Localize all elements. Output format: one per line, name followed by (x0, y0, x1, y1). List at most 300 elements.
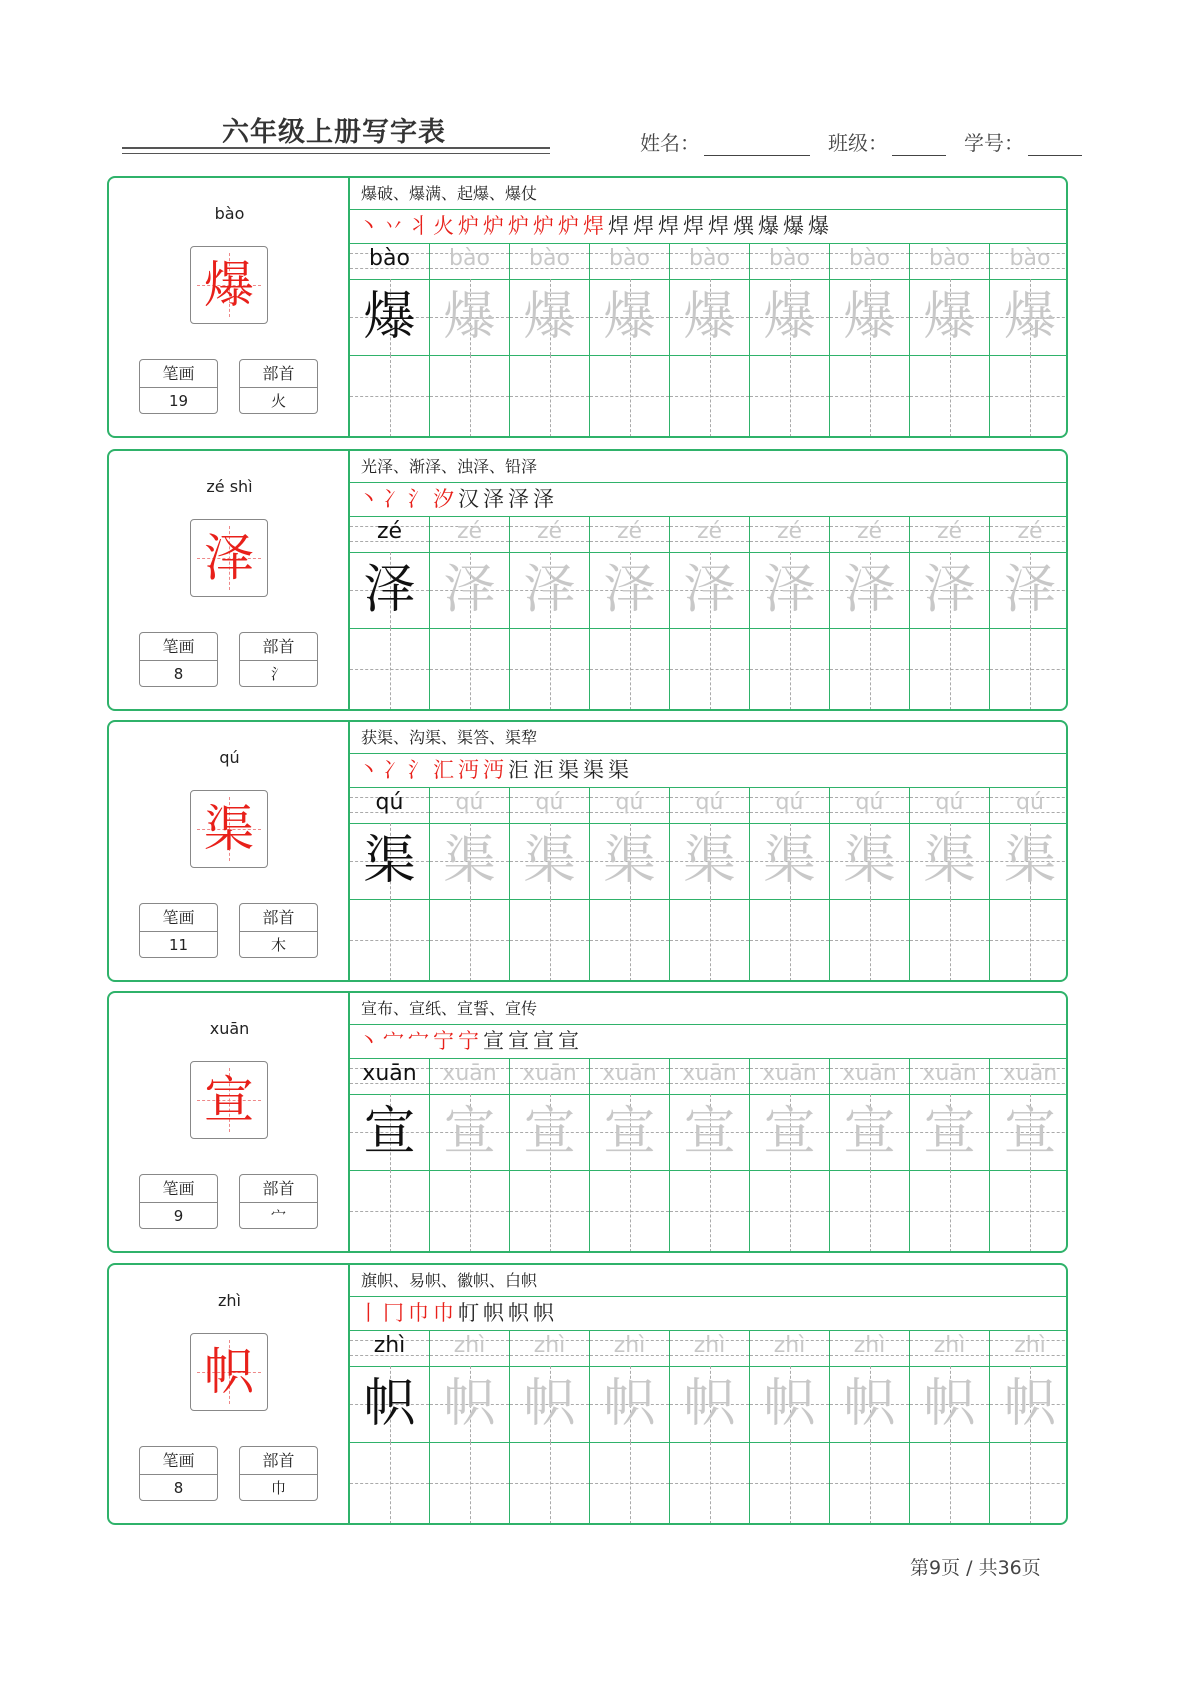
radical-box (239, 1446, 318, 1501)
pinyin-row (350, 516, 1066, 553)
pinyin-trace: bào (1009, 246, 1051, 271)
title-rule (122, 147, 550, 149)
writing-cell[interactable] (510, 899, 590, 981)
tracing-cell (750, 552, 830, 628)
radical-value: 火 (270, 392, 286, 410)
stroke-count-value: 11 (168, 936, 189, 954)
stroke-count-box (139, 359, 218, 414)
practice-panel (350, 1265, 1066, 1523)
pinyin-trace: bào (929, 246, 970, 271)
writing-cell[interactable] (830, 628, 910, 710)
writing-cell[interactable] (910, 355, 990, 437)
pinyin-model: zé (376, 519, 403, 544)
pinyin-cell (830, 516, 910, 552)
tracing-cell (910, 552, 990, 628)
character-info-panel (109, 722, 350, 980)
pinyin-row (350, 787, 1066, 824)
character-info-panel (109, 1265, 350, 1523)
model-character: 泽 (204, 529, 254, 587)
stroke-order: 丶 冫 氵 汐 汉 泽 泽 泽 (350, 482, 1066, 517)
character-trace: 泽 (523, 560, 576, 620)
pinyin-trace: zhì (773, 1333, 806, 1358)
tracing-cell (590, 552, 670, 628)
writing-cell[interactable] (910, 1442, 990, 1524)
character-trace: 爆 (523, 287, 576, 347)
radical-label: 部首 (240, 904, 317, 932)
tracing-cell (910, 823, 990, 899)
character-trace: 泽 (443, 560, 496, 620)
writing-cell[interactable] (830, 1170, 910, 1252)
stroke-count-box (139, 1446, 218, 1501)
pinyin-cell (670, 1058, 750, 1094)
tracing-cell (830, 1366, 910, 1442)
practice-grid (350, 516, 1066, 709)
writing-cell[interactable] (510, 355, 590, 437)
pinyin-cell (990, 516, 1068, 552)
character-trace: 帜 (923, 1374, 976, 1434)
stroke-count-value: 19 (168, 392, 189, 410)
pinyin-cell (510, 787, 590, 823)
name-label: 姓名： (640, 131, 700, 155)
model-character-box (190, 519, 268, 597)
pinyin-model: bào (369, 246, 410, 271)
tracing-cell (430, 823, 510, 899)
pinyin-label: zé shì (206, 477, 253, 496)
pinyin-cell (750, 516, 830, 552)
tracing-cell (510, 823, 590, 899)
pinyin-cell (990, 243, 1068, 279)
stroke-count-label: 笔画 (140, 360, 217, 388)
stroke-count-label: 笔画 (140, 1175, 217, 1203)
tracing-cell (350, 1366, 430, 1442)
pinyin-cell (910, 243, 990, 279)
stroke-count-label: 笔画 (140, 904, 217, 932)
pinyin-trace: zé (616, 519, 643, 544)
pinyin-cell (910, 1058, 990, 1094)
character-trace: 渠 (523, 831, 576, 891)
vocabulary-words: 宣布、宣纸、宣誓、宣传 (350, 993, 1066, 1025)
pinyin-cell (350, 1058, 430, 1094)
writing-cell[interactable] (430, 899, 510, 981)
pinyin-label: zhì (218, 1291, 241, 1310)
page-number: 第9页 / 共36页 (910, 1557, 1041, 1579)
character-trace: 爆 (923, 287, 976, 347)
writing-cell[interactable] (350, 899, 430, 981)
stroke-count-label: 笔画 (140, 1447, 217, 1475)
radical-label: 部首 (240, 1447, 317, 1475)
tracing-cell (350, 823, 430, 899)
pinyin-cell (590, 243, 670, 279)
pinyin-trace: xuān (922, 1061, 977, 1086)
writing-cell[interactable] (350, 1442, 430, 1524)
pinyin-cell (750, 787, 830, 823)
tracing-cell (430, 279, 510, 355)
pinyin-trace: zé (856, 519, 883, 544)
character-trace: 泽 (603, 560, 656, 620)
character-trace: 宣 (763, 1102, 816, 1162)
tracing-row (350, 279, 1066, 356)
pinyin-cell (670, 516, 750, 552)
character-trace: 泽 (683, 560, 736, 620)
tracing-cell (990, 823, 1068, 899)
pinyin-trace: xuān (842, 1061, 897, 1086)
practice-panel (350, 451, 1066, 709)
tracing-cell (510, 279, 590, 355)
writing-cell[interactable] (750, 628, 830, 710)
tracing-cell (830, 1094, 910, 1170)
writing-cell[interactable] (990, 1442, 1068, 1524)
tracing-cell (430, 552, 510, 628)
writing-cell[interactable] (990, 355, 1068, 437)
pinyin-trace: xuān (682, 1061, 737, 1086)
pinyin-trace: bào (849, 246, 890, 271)
character-trace: 宣 (683, 1102, 736, 1162)
vocabulary-words: 爆破、爆满、起爆、爆仗 (350, 178, 1066, 210)
writing-cell[interactable] (910, 628, 990, 710)
pinyin-trace: xuān (762, 1061, 817, 1086)
pinyin-trace: zé (936, 519, 963, 544)
character-card (107, 176, 1068, 438)
character-trace: 渠 (843, 831, 896, 891)
pinyin-trace: zhì (693, 1333, 726, 1358)
tracing-cell (350, 1094, 430, 1170)
pinyin-cell (430, 243, 510, 279)
character-trace: 宣 (603, 1102, 656, 1162)
practice-grid (350, 243, 1066, 436)
blank-practice-row (350, 1170, 1066, 1252)
character-info-panel (109, 993, 350, 1251)
writing-cell[interactable] (590, 899, 670, 981)
stroke-count-box (139, 1174, 218, 1229)
stroke-order: 丶 冫 氵 汇 沔 沔 洰 洰 渠 渠 渠 (350, 753, 1066, 788)
pinyin-model: qú (375, 790, 404, 815)
character-trace: 帜 (603, 1374, 656, 1434)
pinyin-cell (990, 1058, 1068, 1094)
writing-cell[interactable] (910, 899, 990, 981)
radical-box (239, 359, 318, 414)
student-fields (640, 127, 1082, 156)
tracing-cell (430, 1094, 510, 1170)
tracing-cell (750, 823, 830, 899)
pinyin-cell (510, 243, 590, 279)
pinyin-trace: bào (769, 246, 810, 271)
writing-cell[interactable] (830, 1442, 910, 1524)
writing-cell[interactable] (510, 628, 590, 710)
pinyin-trace: qú (695, 790, 724, 815)
pinyin-cell (750, 243, 830, 279)
pinyin-trace: zhì (613, 1333, 646, 1358)
tracing-cell (670, 823, 750, 899)
pinyin-cell (350, 516, 430, 552)
writing-cell[interactable] (510, 1170, 590, 1252)
pinyin-cell (430, 1330, 510, 1366)
character-trace: 渠 (603, 831, 656, 891)
writing-cell[interactable] (430, 1170, 510, 1252)
writing-cell[interactable] (990, 1170, 1068, 1252)
pinyin-cell (990, 1330, 1068, 1366)
class-label: 班级： (828, 131, 888, 155)
writing-cell[interactable] (350, 1170, 430, 1252)
practice-grid (350, 1330, 1066, 1523)
pinyin-cell (510, 1058, 590, 1094)
tracing-cell (590, 1366, 670, 1442)
number-field[interactable] (1028, 133, 1082, 156)
stroke-count-box (139, 903, 218, 958)
character-card (107, 991, 1068, 1253)
pinyin-cell (350, 1330, 430, 1366)
model-character-box (190, 790, 268, 868)
character-trace: 渠 (1003, 831, 1056, 891)
pinyin-cell (830, 1330, 910, 1366)
stroke-count-value: 8 (173, 1479, 184, 1497)
pinyin-model: xuān (362, 1061, 417, 1086)
model-character: 渠 (204, 800, 254, 858)
character-model: 渠 (363, 831, 416, 891)
pinyin-trace: bào (449, 246, 490, 271)
writing-cell[interactable] (670, 355, 750, 437)
tracing-row (350, 1094, 1066, 1171)
character-trace: 帜 (763, 1374, 816, 1434)
writing-cell[interactable] (590, 1170, 670, 1252)
pinyin-trace: zé (1017, 519, 1043, 544)
radical-box (239, 903, 318, 958)
character-trace: 帜 (443, 1374, 496, 1434)
writing-cell[interactable] (750, 899, 830, 981)
pinyin-cell (510, 1330, 590, 1366)
stroke-count-value: 9 (173, 1207, 184, 1225)
class-field[interactable] (892, 133, 946, 156)
character-trace: 爆 (843, 287, 896, 347)
pinyin-trace: xuān (602, 1061, 657, 1086)
tracing-cell (510, 1094, 590, 1170)
pinyin-trace: qú (615, 790, 644, 815)
tracing-cell (750, 1366, 830, 1442)
tracing-cell (430, 1366, 510, 1442)
tracing-row (350, 1366, 1066, 1443)
writing-cell[interactable] (830, 355, 910, 437)
writing-cell[interactable] (590, 628, 670, 710)
tracing-row (350, 552, 1066, 629)
pinyin-trace: zhì (933, 1333, 966, 1358)
character-trace: 爆 (1003, 287, 1056, 347)
character-info-panel (109, 451, 350, 709)
practice-panel (350, 722, 1066, 980)
radical-value: 木 (270, 936, 286, 954)
writing-cell[interactable] (670, 628, 750, 710)
character-trace: 泽 (763, 560, 816, 620)
pinyin-cell (990, 787, 1068, 823)
writing-cell[interactable] (830, 899, 910, 981)
practice-grid (350, 1058, 1066, 1251)
character-trace: 爆 (763, 287, 816, 347)
stroke-order: 丨 冂 巾 巾 帄 帜 帜 帜 (350, 1296, 1066, 1331)
tracing-cell (350, 279, 430, 355)
blank-practice-row (350, 899, 1066, 981)
pinyin-cell (670, 787, 750, 823)
tracing-cell (510, 1366, 590, 1442)
blank-practice-row (350, 1442, 1066, 1524)
radical-box (239, 1174, 318, 1229)
pinyin-row (350, 243, 1066, 280)
pinyin-trace: zhì (533, 1333, 566, 1358)
writing-cell[interactable] (350, 628, 430, 710)
writing-cell[interactable] (910, 1170, 990, 1252)
writing-cell[interactable] (670, 1170, 750, 1252)
character-trace: 渠 (443, 831, 496, 891)
writing-cell[interactable] (430, 355, 510, 437)
pinyin-trace: xuān (1002, 1061, 1058, 1086)
pinyin-label: bào (214, 204, 245, 223)
pinyin-trace: bào (529, 246, 570, 271)
tracing-cell (990, 552, 1068, 628)
pinyin-cell (510, 516, 590, 552)
writing-cell[interactable] (350, 355, 430, 437)
writing-cell[interactable] (670, 1442, 750, 1524)
page-title: 六年级上册写字表 (222, 117, 446, 148)
stroke-order: 丶 丷 丬 火 炉 炉 炉 炉 炉 焊 焊 焊 焊 焊 焊 熼 爆 爆 爆 (350, 209, 1066, 244)
pinyin-model: zhì (373, 1333, 406, 1358)
model-character: 宣 (204, 1071, 254, 1129)
radical-label: 部首 (240, 1175, 317, 1203)
pinyin-cell (350, 243, 430, 279)
pinyin-cell (910, 787, 990, 823)
stroke-order: 丶 宀 宀 宁 宁 宣 宣 宣 宣 (350, 1024, 1066, 1059)
pinyin-cell (910, 1330, 990, 1366)
pinyin-row (350, 1330, 1066, 1367)
pinyin-trace: zhì (453, 1333, 486, 1358)
character-trace: 爆 (443, 287, 496, 347)
model-character: 爆 (204, 256, 254, 314)
model-character-box (190, 246, 268, 324)
tracing-cell (830, 552, 910, 628)
character-trace: 帜 (1003, 1374, 1056, 1434)
title-rule (122, 153, 550, 154)
pinyin-trace: qú (455, 790, 484, 815)
number-label: 学号： (964, 131, 1024, 155)
pinyin-trace: zhì (1014, 1333, 1046, 1358)
tracing-cell (510, 552, 590, 628)
tracing-cell (670, 1094, 750, 1170)
writing-cell[interactable] (510, 1442, 590, 1524)
writing-cell[interactable] (670, 899, 750, 981)
blank-practice-row (350, 355, 1066, 437)
character-trace: 宣 (923, 1102, 976, 1162)
pinyin-trace: qú (535, 790, 564, 815)
tracing-cell (670, 1366, 750, 1442)
model-character: 帜 (204, 1343, 254, 1401)
character-trace: 泽 (923, 560, 976, 620)
radical-box (239, 632, 318, 687)
model-character-box (190, 1333, 268, 1411)
writing-cell[interactable] (590, 1442, 670, 1524)
writing-cell[interactable] (750, 1442, 830, 1524)
character-trace: 泽 (1003, 560, 1056, 620)
pinyin-trace: zé (776, 519, 803, 544)
radical-label: 部首 (240, 633, 317, 661)
character-info-panel (109, 178, 350, 436)
tracing-cell (830, 823, 910, 899)
character-trace: 宣 (843, 1102, 896, 1162)
stroke-count-label: 笔画 (140, 633, 217, 661)
character-trace: 帜 (843, 1374, 896, 1434)
pinyin-trace: bào (689, 246, 730, 271)
blank-practice-row (350, 628, 1066, 710)
pinyin-trace: zé (536, 519, 563, 544)
character-trace: 宣 (1003, 1102, 1056, 1162)
character-card (107, 720, 1068, 982)
character-card (107, 1263, 1068, 1525)
tracing-cell (750, 1094, 830, 1170)
writing-cell[interactable] (430, 628, 510, 710)
pinyin-cell (750, 1330, 830, 1366)
pinyin-trace: xuān (522, 1061, 577, 1086)
vocabulary-words: 旗帜、易帜、徽帜、白帜 (350, 1265, 1066, 1297)
tracing-cell (590, 279, 670, 355)
pinyin-trace: qú (855, 790, 884, 815)
tracing-cell (910, 1366, 990, 1442)
pinyin-label: xuān (209, 1019, 250, 1038)
pinyin-cell (750, 1058, 830, 1094)
pinyin-cell (830, 787, 910, 823)
character-card (107, 449, 1068, 711)
tracing-cell (750, 279, 830, 355)
radical-value: 巾 (270, 1479, 286, 1497)
pinyin-cell (430, 787, 510, 823)
writing-cell[interactable] (430, 1442, 510, 1524)
vocabulary-words: 获渠、沟渠、渠答、渠犂 (350, 722, 1066, 754)
pinyin-cell (830, 243, 910, 279)
writing-cell[interactable] (590, 355, 670, 437)
character-trace: 宣 (523, 1102, 576, 1162)
character-model: 泽 (363, 560, 416, 620)
tracing-cell (590, 1094, 670, 1170)
pinyin-cell (430, 516, 510, 552)
radical-label: 部首 (240, 360, 317, 388)
tracing-cell (910, 1094, 990, 1170)
character-trace: 渠 (923, 831, 976, 891)
writing-cell[interactable] (990, 899, 1068, 981)
name-field[interactable] (704, 133, 810, 156)
character-model: 宣 (363, 1102, 416, 1162)
character-trace: 渠 (683, 831, 736, 891)
character-model: 帜 (363, 1374, 416, 1434)
tracing-cell (910, 279, 990, 355)
pinyin-cell (910, 516, 990, 552)
character-trace: 帜 (523, 1374, 576, 1434)
tracing-cell (670, 279, 750, 355)
model-character-box (190, 1061, 268, 1139)
writing-cell[interactable] (750, 1170, 830, 1252)
practice-panel (350, 993, 1066, 1251)
writing-cell[interactable] (990, 628, 1068, 710)
tracing-cell (990, 279, 1068, 355)
stroke-count-value: 8 (173, 665, 184, 683)
pinyin-trace: qú (935, 790, 964, 815)
pinyin-trace: xuān (442, 1061, 497, 1086)
tracing-cell (350, 552, 430, 628)
pinyin-trace: qú (775, 790, 804, 815)
radical-value: 氵 (270, 665, 286, 683)
writing-cell[interactable] (750, 355, 830, 437)
pinyin-cell (830, 1058, 910, 1094)
pinyin-trace: zé (696, 519, 723, 544)
pinyin-cell (590, 1058, 670, 1094)
character-trace: 宣 (443, 1102, 496, 1162)
pinyin-trace: zé (456, 519, 483, 544)
character-trace: 爆 (603, 287, 656, 347)
tracing-cell (670, 552, 750, 628)
pinyin-cell (590, 787, 670, 823)
